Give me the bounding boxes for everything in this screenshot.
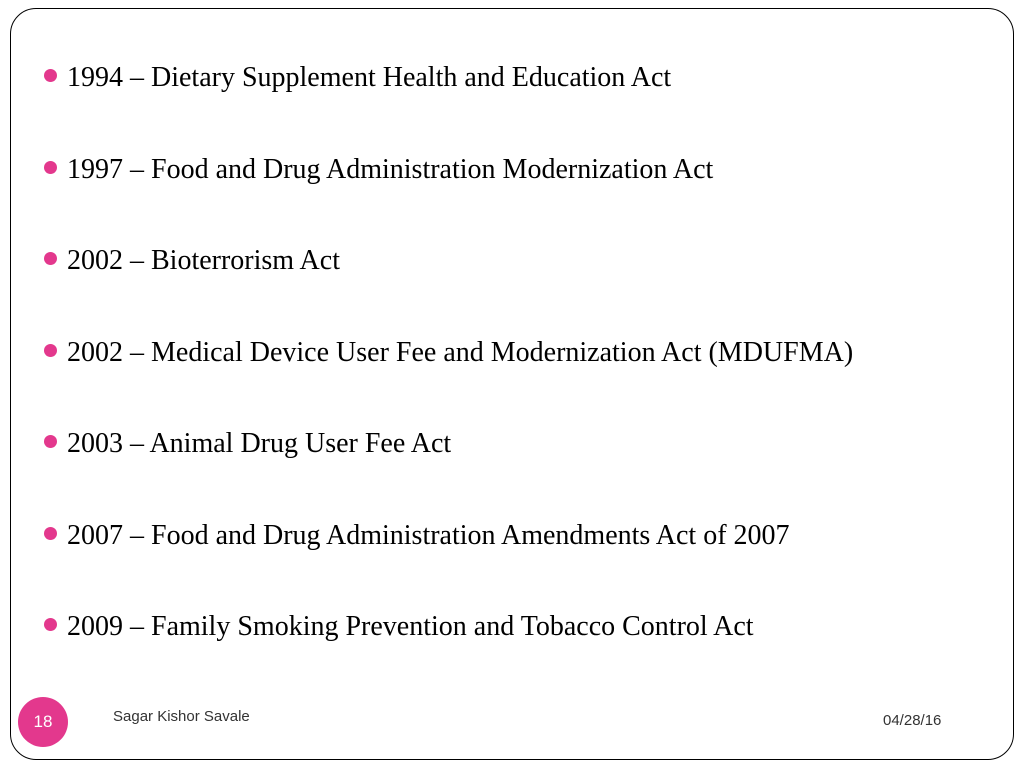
bullet-dot-icon — [44, 527, 57, 540]
bullet-item — [44, 424, 853, 516]
bullet-dot-icon — [44, 618, 57, 631]
bullet-dot-icon — [44, 252, 57, 265]
bullet-item — [44, 150, 853, 242]
bullet-text: 2007 – Food and Drug Administration Amendments Act of 2007 — [67, 519, 790, 551]
bullet-item — [44, 333, 853, 425]
bullet-text: 2002 – Medical Device User Fee and Modernization Act (MDUFMA) — [67, 336, 854, 368]
bullet-dot-icon — [44, 435, 57, 448]
bullet-dot-icon — [44, 69, 57, 82]
bullet-text: 1997 – Food and Drug Administration Modernization Act — [67, 153, 714, 185]
bullet-text: 2009 – Family Smoking Prevention and Tobacco Control Act — [67, 611, 754, 642]
bullet-list — [44, 58, 853, 699]
bullet-item — [44, 241, 853, 333]
bullet-text: 2003 – Animal Drug User Fee Act — [67, 428, 452, 459]
bullet-item — [44, 58, 853, 150]
footer-date: 04/28/16 — [883, 712, 942, 729]
footer-author: Sagar Kishor Savale — [113, 708, 250, 725]
bullet-dot-icon — [44, 344, 57, 357]
bullet-item — [44, 516, 853, 608]
bullet-item — [44, 607, 853, 699]
slide-number-badge: 18 — [18, 697, 68, 747]
bullet-dot-icon — [44, 161, 57, 174]
bullet-text: 2002 – Bioterrorism Act — [67, 245, 340, 276]
bullet-text: 1994 – Dietary Supplement Health and Education Act — [67, 62, 672, 93]
